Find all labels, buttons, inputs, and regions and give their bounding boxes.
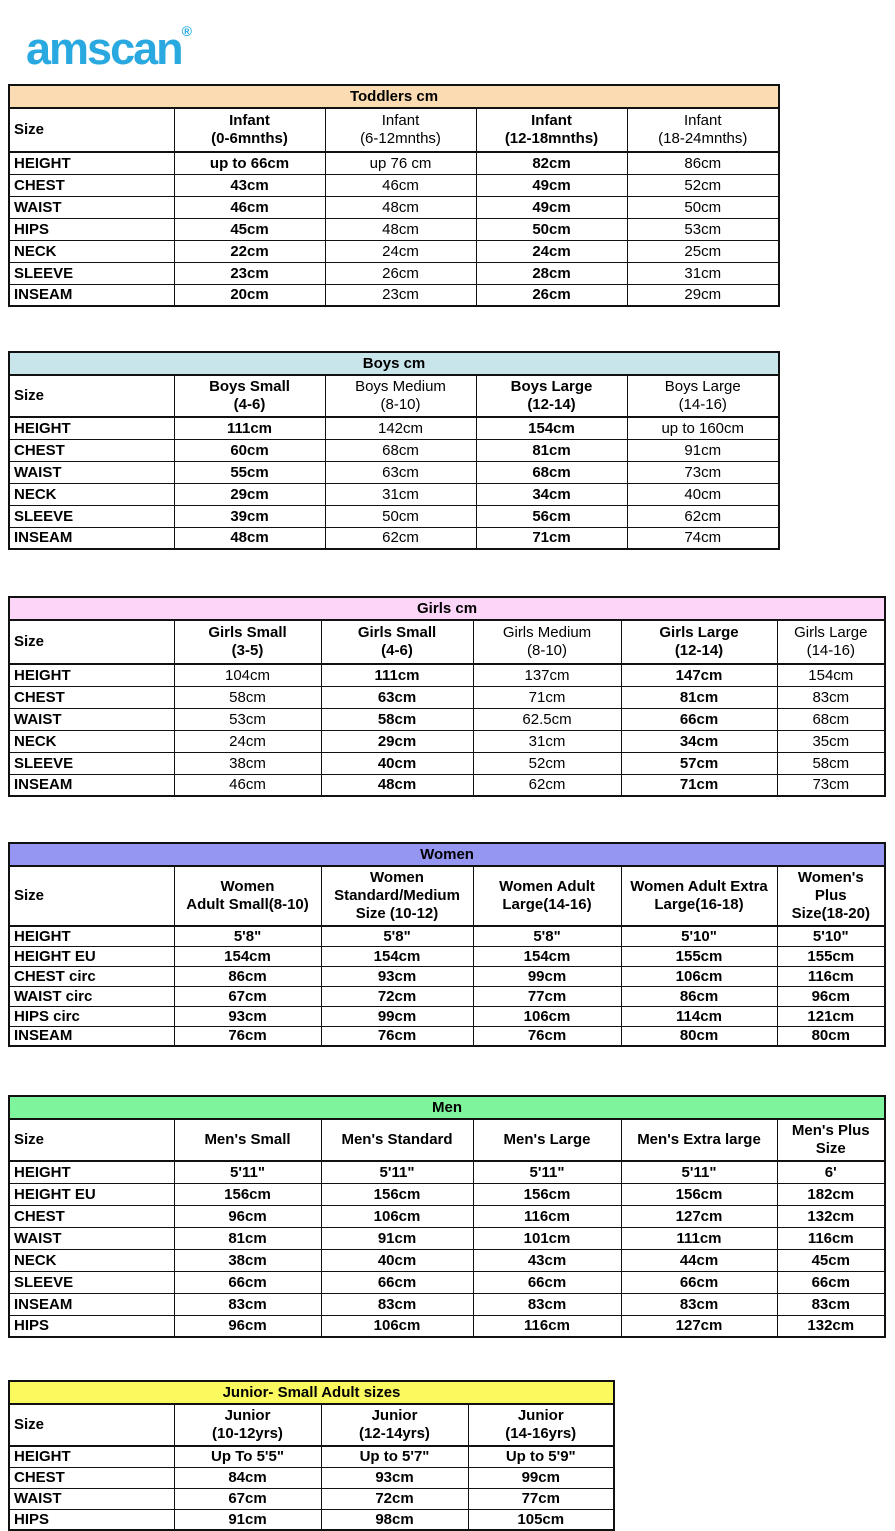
- size-value-cell: 24cm: [174, 730, 321, 752]
- measurement-row-label: WAIST: [9, 461, 174, 483]
- size-value-cell: 156cm: [473, 1183, 621, 1205]
- table-row: [9, 1315, 885, 1337]
- measurement-row-label: INSEAM: [9, 527, 174, 549]
- size-value-cell: 67cm: [174, 1488, 321, 1509]
- table-row: [9, 966, 885, 986]
- size-value-cell: 58cm: [777, 752, 885, 774]
- table-row: [9, 240, 779, 262]
- size-value-cell: Up To 5'5": [174, 1446, 321, 1467]
- toddlers-table-title: Toddlers cm: [9, 85, 779, 108]
- women-size-table: [8, 842, 895, 1047]
- column-header: Infant (0-6mnths): [174, 108, 325, 152]
- size-value-cell: 86cm: [627, 152, 779, 174]
- size-value-cell: 52cm: [627, 174, 779, 196]
- column-header: Junior (14-16yrs): [468, 1404, 614, 1446]
- size-value-cell: 29cm: [627, 284, 779, 306]
- table-row: [9, 1509, 614, 1530]
- size-value-cell: 111cm: [321, 664, 473, 686]
- size-value-cell: 84cm: [174, 1467, 321, 1488]
- size-value-cell: 22cm: [174, 240, 325, 262]
- size-value-cell: 29cm: [174, 483, 325, 505]
- size-value-cell: 5'11": [174, 1161, 321, 1183]
- table-row: [9, 417, 779, 439]
- column-header: Men's Large: [473, 1119, 621, 1161]
- size-value-cell: 154cm: [476, 417, 627, 439]
- size-value-cell: 83cm: [777, 686, 885, 708]
- brand-logo-text: amscan: [26, 23, 182, 74]
- measurement-row-label: CHEST: [9, 1205, 174, 1227]
- table-row: [9, 284, 779, 306]
- column-header: Women Adult Extra Large(16-18): [621, 866, 777, 926]
- junior-size-table: [8, 1380, 895, 1531]
- column-header: Men's Standard: [321, 1119, 473, 1161]
- table-row: [9, 1183, 885, 1205]
- size-value-cell: 74cm: [627, 527, 779, 549]
- measurement-row-label: INSEAM: [9, 1293, 174, 1315]
- size-value-cell: 156cm: [174, 1183, 321, 1205]
- size-value-cell: 6': [777, 1161, 885, 1183]
- table-row: [9, 708, 885, 730]
- column-header: Girls Small (3-5): [174, 620, 321, 664]
- size-value-cell: 80cm: [621, 1026, 777, 1046]
- size-value-cell: 116cm: [473, 1205, 621, 1227]
- size-value-cell: 106cm: [473, 1006, 621, 1026]
- table-row: [9, 664, 885, 686]
- size-value-cell: 96cm: [174, 1315, 321, 1337]
- size-value-cell: 132cm: [777, 1205, 885, 1227]
- size-value-cell: 34cm: [621, 730, 777, 752]
- size-value-cell: 68cm: [476, 461, 627, 483]
- boys-table-title: Boys cm: [9, 352, 779, 375]
- size-value-cell: 132cm: [777, 1315, 885, 1337]
- measurement-row-label: WAIST: [9, 1488, 174, 1509]
- size-value-cell: 48cm: [174, 527, 325, 549]
- table-row: [9, 946, 885, 966]
- column-header: Men's Small: [174, 1119, 321, 1161]
- size-value-cell: 48cm: [325, 218, 476, 240]
- boys-size-table: [8, 351, 895, 550]
- size-value-cell: 23cm: [174, 262, 325, 284]
- size-value-cell: 62cm: [627, 505, 779, 527]
- size-value-cell: 24cm: [476, 240, 627, 262]
- size-value-cell: 5'11": [473, 1161, 621, 1183]
- table-row: [9, 986, 885, 1006]
- column-header: Infant (12-18mnths): [476, 108, 627, 152]
- table-row: [9, 1006, 885, 1026]
- table-row: [9, 1446, 614, 1467]
- size-value-cell: 66cm: [621, 1271, 777, 1293]
- size-value-cell: 58cm: [174, 686, 321, 708]
- column-header: Boys Medium (8-10): [325, 375, 476, 417]
- size-value-cell: 56cm: [476, 505, 627, 527]
- size-value-cell: 82cm: [476, 152, 627, 174]
- size-value-cell: 73cm: [777, 774, 885, 796]
- column-header: Men's Plus Size: [777, 1119, 885, 1161]
- table-row: [9, 1293, 885, 1315]
- measurement-row-label: HEIGHT EU: [9, 946, 174, 966]
- size-value-cell: 26cm: [325, 262, 476, 284]
- table-row: [9, 1161, 885, 1183]
- size-value-cell: 147cm: [621, 664, 777, 686]
- size-value-cell: 53cm: [174, 708, 321, 730]
- measurement-row-label: HEIGHT: [9, 1446, 174, 1467]
- size-value-cell: 5'8": [473, 926, 621, 946]
- size-value-cell: 127cm: [621, 1315, 777, 1337]
- size-value-cell: 116cm: [473, 1315, 621, 1337]
- size-value-cell: 55cm: [174, 461, 325, 483]
- measurement-row-label: SLEEVE: [9, 752, 174, 774]
- measurement-row-label: CHEST: [9, 1467, 174, 1488]
- girls-table-title: Girls cm: [9, 597, 885, 620]
- size-value-cell: up 76 cm: [325, 152, 476, 174]
- size-value-cell: 68cm: [777, 708, 885, 730]
- table-row: [9, 262, 779, 284]
- size-value-cell: 86cm: [621, 986, 777, 1006]
- size-value-cell: 49cm: [476, 196, 627, 218]
- size-value-cell: 53cm: [627, 218, 779, 240]
- size-value-cell: 63cm: [321, 686, 473, 708]
- size-value-cell: 106cm: [321, 1205, 473, 1227]
- size-value-cell: 34cm: [476, 483, 627, 505]
- table-row: [9, 439, 779, 461]
- size-value-cell: 62.5cm: [473, 708, 621, 730]
- size-value-cell: 72cm: [321, 986, 473, 1006]
- size-value-cell: 31cm: [473, 730, 621, 752]
- size-value-cell: 156cm: [621, 1183, 777, 1205]
- size-value-cell: 50cm: [476, 218, 627, 240]
- column-header: Women's Plus Size(18-20): [777, 866, 885, 926]
- measurement-row-label: INSEAM: [9, 1026, 174, 1046]
- size-column-label: Size: [9, 1404, 174, 1446]
- size-value-cell: 81cm: [476, 439, 627, 461]
- size-value-cell: 40cm: [321, 752, 473, 774]
- size-value-cell: 101cm: [473, 1227, 621, 1249]
- column-header: Women Adult Large(14-16): [473, 866, 621, 926]
- size-value-cell: 99cm: [321, 1006, 473, 1026]
- table-row: [9, 505, 779, 527]
- table-row: [9, 174, 779, 196]
- size-value-cell: 154cm: [473, 946, 621, 966]
- size-value-cell: 71cm: [476, 527, 627, 549]
- measurement-row-label: NECK: [9, 1249, 174, 1271]
- table-row: [9, 1249, 885, 1271]
- size-value-cell: 58cm: [321, 708, 473, 730]
- size-value-cell: 99cm: [473, 966, 621, 986]
- size-value-cell: 93cm: [321, 1467, 468, 1488]
- measurement-row-label: CHEST: [9, 174, 174, 196]
- size-value-cell: 46cm: [174, 774, 321, 796]
- table-row: [9, 152, 779, 174]
- table-row: [9, 752, 885, 774]
- table-row: [9, 527, 779, 549]
- size-value-cell: up to 66cm: [174, 152, 325, 174]
- size-value-cell: Up to 5'9": [468, 1446, 614, 1467]
- size-value-cell: 76cm: [174, 1026, 321, 1046]
- size-value-cell: 66cm: [473, 1271, 621, 1293]
- size-value-cell: 48cm: [325, 196, 476, 218]
- measurement-row-label: SLEEVE: [9, 505, 174, 527]
- size-value-cell: 43cm: [473, 1249, 621, 1271]
- column-header: Junior (10-12yrs): [174, 1404, 321, 1446]
- size-value-cell: 91cm: [174, 1509, 321, 1530]
- size-value-cell: 25cm: [627, 240, 779, 262]
- measurement-row-label: SLEEVE: [9, 262, 174, 284]
- size-value-cell: 106cm: [321, 1315, 473, 1337]
- size-value-cell: 52cm: [473, 752, 621, 774]
- size-value-cell: 111cm: [174, 417, 325, 439]
- size-value-cell: 80cm: [777, 1026, 885, 1046]
- size-value-cell: 98cm: [321, 1509, 468, 1530]
- size-value-cell: 45cm: [777, 1249, 885, 1271]
- size-value-cell: 44cm: [621, 1249, 777, 1271]
- size-value-cell: 5'11": [321, 1161, 473, 1183]
- size-value-cell: 48cm: [321, 774, 473, 796]
- size-value-cell: 35cm: [777, 730, 885, 752]
- size-value-cell: 5'10": [621, 926, 777, 946]
- toddlers-size-table: [8, 84, 895, 307]
- column-header: Boys Large (14-16): [627, 375, 779, 417]
- size-value-cell: 155cm: [777, 946, 885, 966]
- measurement-row-label: WAIST: [9, 1227, 174, 1249]
- column-header: Girls Medium (8-10): [473, 620, 621, 664]
- size-value-cell: 68cm: [325, 439, 476, 461]
- size-value-cell: 76cm: [321, 1026, 473, 1046]
- size-value-cell: 66cm: [321, 1271, 473, 1293]
- size-value-cell: 63cm: [325, 461, 476, 483]
- measurement-row-label: INSEAM: [9, 284, 174, 306]
- size-value-cell: 62cm: [473, 774, 621, 796]
- measurement-row-label: HIPS: [9, 218, 174, 240]
- size-value-cell: 114cm: [621, 1006, 777, 1026]
- size-value-cell: 72cm: [321, 1488, 468, 1509]
- size-value-cell: 137cm: [473, 664, 621, 686]
- size-value-cell: 83cm: [621, 1293, 777, 1315]
- measurement-row-label: HEIGHT EU: [9, 1183, 174, 1205]
- table-row: [9, 1227, 885, 1249]
- column-header: Infant (6-12mnths): [325, 108, 476, 152]
- measurement-row-label: CHEST: [9, 439, 174, 461]
- size-value-cell: 66cm: [777, 1271, 885, 1293]
- size-value-cell: 116cm: [777, 966, 885, 986]
- measurement-row-label: WAIST circ: [9, 986, 174, 1006]
- size-value-cell: 76cm: [473, 1026, 621, 1046]
- measurement-row-label: HIPS circ: [9, 1006, 174, 1026]
- size-value-cell: 111cm: [621, 1227, 777, 1249]
- size-value-cell: 38cm: [174, 752, 321, 774]
- table-row: [9, 1488, 614, 1509]
- size-value-cell: 77cm: [468, 1488, 614, 1509]
- size-value-cell: 142cm: [325, 417, 476, 439]
- size-value-cell: 83cm: [174, 1293, 321, 1315]
- size-value-cell: 43cm: [174, 174, 325, 196]
- size-value-cell: 20cm: [174, 284, 325, 306]
- size-column-label: Size: [9, 866, 174, 926]
- column-header: Junior (12-14yrs): [321, 1404, 468, 1446]
- measurement-row-label: WAIST: [9, 196, 174, 218]
- size-value-cell: 23cm: [325, 284, 476, 306]
- size-value-cell: 91cm: [321, 1227, 473, 1249]
- size-value-cell: 83cm: [321, 1293, 473, 1315]
- size-value-cell: 24cm: [325, 240, 476, 262]
- size-column-label: Size: [9, 1119, 174, 1161]
- column-header: Women Adult Small(8-10): [174, 866, 321, 926]
- measurement-row-label: WAIST: [9, 708, 174, 730]
- table-row: [9, 686, 885, 708]
- column-header: Boys Small (4-6): [174, 375, 325, 417]
- registered-trademark-icon: ®: [181, 23, 192, 39]
- size-column-label: Size: [9, 620, 174, 664]
- girls-size-table: [8, 596, 895, 797]
- size-value-cell: 5'10": [777, 926, 885, 946]
- column-header: Infant (18-24mnths): [627, 108, 779, 152]
- size-value-cell: 86cm: [174, 966, 321, 986]
- size-value-cell: 99cm: [468, 1467, 614, 1488]
- size-value-cell: 91cm: [627, 439, 779, 461]
- size-value-cell: 182cm: [777, 1183, 885, 1205]
- size-column-label: Size: [9, 375, 174, 417]
- size-value-cell: 49cm: [476, 174, 627, 196]
- size-value-cell: 73cm: [627, 461, 779, 483]
- size-value-cell: 96cm: [174, 1205, 321, 1227]
- size-value-cell: up to 160cm: [627, 417, 779, 439]
- size-value-cell: 62cm: [325, 527, 476, 549]
- size-value-cell: 28cm: [476, 262, 627, 284]
- measurement-row-label: HEIGHT: [9, 926, 174, 946]
- men-size-table: [8, 1095, 895, 1338]
- size-value-cell: 83cm: [473, 1293, 621, 1315]
- table-row: [9, 730, 885, 752]
- size-value-cell: 83cm: [777, 1293, 885, 1315]
- size-value-cell: 121cm: [777, 1006, 885, 1026]
- size-value-cell: 155cm: [621, 946, 777, 966]
- size-value-cell: 26cm: [476, 284, 627, 306]
- table-row: [9, 1467, 614, 1488]
- size-value-cell: 50cm: [325, 505, 476, 527]
- table-row: [9, 774, 885, 796]
- measurement-row-label: HIPS: [9, 1509, 174, 1530]
- size-value-cell: 67cm: [174, 986, 321, 1006]
- size-value-cell: 154cm: [777, 664, 885, 686]
- size-value-cell: 154cm: [174, 946, 321, 966]
- size-value-cell: 66cm: [621, 708, 777, 730]
- size-value-cell: 57cm: [621, 752, 777, 774]
- column-header: Boys Large (12-14): [476, 375, 627, 417]
- brand-logo: [26, 2, 895, 78]
- size-value-cell: 38cm: [174, 1249, 321, 1271]
- junior-table-title: Junior- Small Adult sizes: [9, 1381, 614, 1404]
- measurement-row-label: CHEST: [9, 686, 174, 708]
- table-row: [9, 1271, 885, 1293]
- size-value-cell: 77cm: [473, 986, 621, 1006]
- table-row: [9, 196, 779, 218]
- size-charts: [8, 84, 895, 1531]
- size-value-cell: 46cm: [174, 196, 325, 218]
- table-row: [9, 926, 885, 946]
- size-value-cell: 5'11": [621, 1161, 777, 1183]
- size-value-cell: 5'8": [321, 926, 473, 946]
- size-value-cell: 50cm: [627, 196, 779, 218]
- size-value-cell: 71cm: [621, 774, 777, 796]
- measurement-row-label: NECK: [9, 240, 174, 262]
- measurement-row-label: HEIGHT: [9, 152, 174, 174]
- size-value-cell: 40cm: [321, 1249, 473, 1271]
- size-value-cell: 106cm: [621, 966, 777, 986]
- size-value-cell: 93cm: [174, 1006, 321, 1026]
- column-header: Girls Large (14-16): [777, 620, 885, 664]
- table-row: [9, 461, 779, 483]
- measurement-row-label: HEIGHT: [9, 417, 174, 439]
- measurement-row-label: HEIGHT: [9, 664, 174, 686]
- size-value-cell: 104cm: [174, 664, 321, 686]
- size-value-cell: 154cm: [321, 946, 473, 966]
- table-row: [9, 1026, 885, 1046]
- size-value-cell: 96cm: [777, 986, 885, 1006]
- size-value-cell: 45cm: [174, 218, 325, 240]
- table-row: [9, 218, 779, 240]
- table-row: [9, 1205, 885, 1227]
- men-table-title: Men: [9, 1096, 885, 1119]
- size-value-cell: 60cm: [174, 439, 325, 461]
- size-value-cell: 81cm: [621, 686, 777, 708]
- size-value-cell: 46cm: [325, 174, 476, 196]
- size-value-cell: 31cm: [325, 483, 476, 505]
- size-value-cell: 93cm: [321, 966, 473, 986]
- column-header: Girls Large (12-14): [621, 620, 777, 664]
- size-value-cell: Up to 5'7": [321, 1446, 468, 1467]
- size-column-label: Size: [9, 108, 174, 152]
- column-header: Girls Small (4-6): [321, 620, 473, 664]
- size-value-cell: 127cm: [621, 1205, 777, 1227]
- column-header: Men's Extra large: [621, 1119, 777, 1161]
- size-value-cell: 5'8": [174, 926, 321, 946]
- measurement-row-label: NECK: [9, 483, 174, 505]
- size-value-cell: 156cm: [321, 1183, 473, 1205]
- measurement-row-label: SLEEVE: [9, 1271, 174, 1293]
- measurement-row-label: CHEST circ: [9, 966, 174, 986]
- size-value-cell: 66cm: [174, 1271, 321, 1293]
- size-value-cell: 39cm: [174, 505, 325, 527]
- measurement-row-label: NECK: [9, 730, 174, 752]
- size-value-cell: 40cm: [627, 483, 779, 505]
- measurement-row-label: HIPS: [9, 1315, 174, 1337]
- size-value-cell: 29cm: [321, 730, 473, 752]
- size-value-cell: 81cm: [174, 1227, 321, 1249]
- size-value-cell: 71cm: [473, 686, 621, 708]
- table-row: [9, 483, 779, 505]
- measurement-row-label: INSEAM: [9, 774, 174, 796]
- size-value-cell: 116cm: [777, 1227, 885, 1249]
- women-table-title: Women: [9, 843, 885, 866]
- measurement-row-label: HEIGHT: [9, 1161, 174, 1183]
- size-value-cell: 105cm: [468, 1509, 614, 1530]
- size-value-cell: 31cm: [627, 262, 779, 284]
- column-header: Women Standard/Medium Size (10-12): [321, 866, 473, 926]
